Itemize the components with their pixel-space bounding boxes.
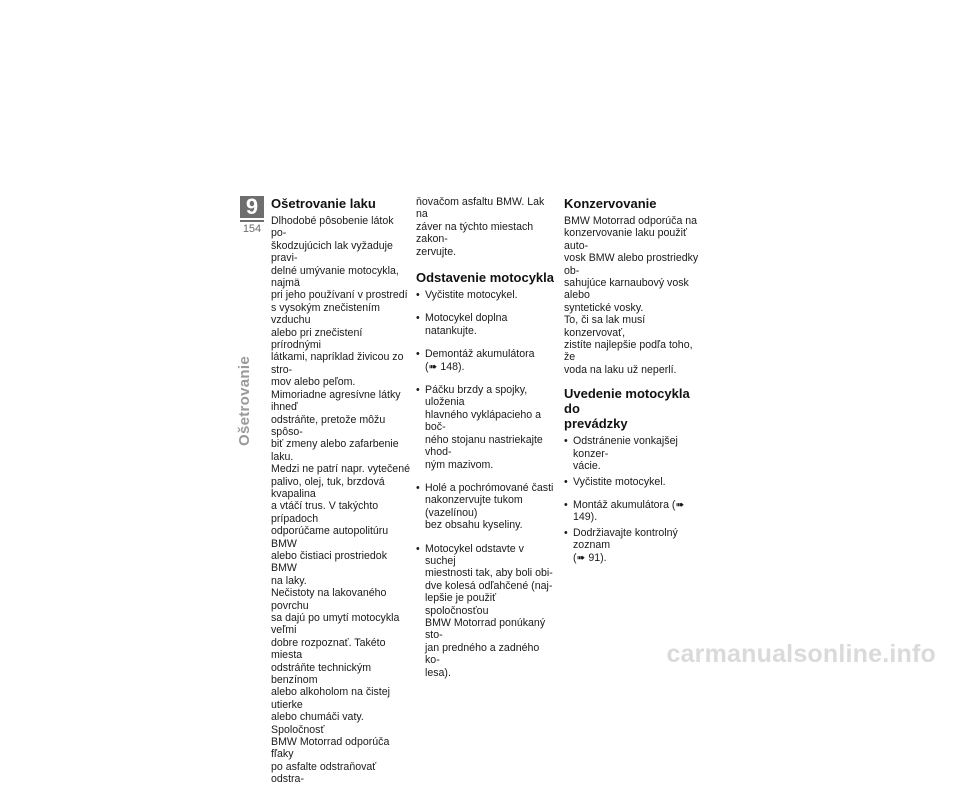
- text-line: Motocykel doplna natankujte.: [425, 312, 508, 337]
- heading-recommissioning: [564, 386, 704, 431]
- text-line: Dlhodobé pôsobenie látok po-: [271, 215, 394, 240]
- text-line: BMW Motorrad odporúča na: [564, 215, 698, 227]
- text-line: voda na laku už neperlí.: [564, 363, 677, 376]
- text-line: Vyčistite motocykel.: [425, 289, 518, 302]
- text-line: záver na týchto miestach zakon-: [416, 220, 534, 246]
- text-line: Vyčistite motocykel.: [573, 475, 666, 488]
- text-line: jan predného a zadného ko-: [425, 641, 540, 667]
- text-line: lesa).: [425, 666, 451, 679]
- column-3: [564, 196, 704, 567]
- preservation-text: [564, 215, 704, 376]
- text-line: miestnosti tak, aby boli obi-: [425, 567, 553, 580]
- text-line: Mimoriadne agresívne látky ihneď: [271, 388, 401, 414]
- list-item: [564, 527, 704, 564]
- text-line: (➠ 148).: [425, 360, 465, 373]
- list-item: [564, 499, 704, 524]
- text-line: Montáž akumulátora (➠ 149).: [573, 498, 685, 524]
- paint-care-text: [271, 215, 411, 786]
- text-line: Medzi ne patrí napr. vytečené: [271, 463, 410, 476]
- paint-care-continued-text: [416, 196, 554, 258]
- heading-preservation: Konzervovanie: [564, 196, 657, 211]
- text-line: ňovačom asfaltu BMW. Lak na: [416, 196, 545, 221]
- text-line: Odstránenie vonkajšej konzer-: [573, 435, 678, 460]
- text-line: vácie.: [573, 460, 601, 473]
- text-line: alebo chumáči vaty. Spoločnosť: [271, 711, 364, 736]
- heading-storage: Odstavenie motocykla: [416, 270, 554, 286]
- text-line: biť zmeny alebo zafarbenie laku.: [271, 438, 399, 463]
- list-item: [564, 476, 704, 488]
- text-line: BMW Motorrad odporúča fľaky: [271, 736, 390, 761]
- text-line: alebo alkoholom na čistej utierke: [271, 686, 390, 711]
- text-line: (➠ 91).: [573, 551, 607, 564]
- text-line: nakonzervujte tukom (vazelínou): [425, 494, 523, 519]
- text-line: odstráňte, pretože môžu spôso-: [271, 413, 386, 438]
- text-line: látkami, napríklad živicou zo stro-: [271, 351, 404, 376]
- page-number: 154: [242, 223, 262, 235]
- text-line: syntetické vosky.: [564, 301, 644, 314]
- text-line: bez obsahu kyseliny.: [425, 519, 523, 532]
- text-line: zervujte.: [416, 245, 457, 258]
- text-line: konzervovanie laku použiť auto-: [564, 227, 687, 252]
- text-line: sahujúce karnaubový vosk alebo: [564, 277, 689, 302]
- storage-steps-list: [416, 289, 554, 679]
- heading-recommissioning-line1: Uvedenie motocykla do: [564, 386, 690, 417]
- text-line: Dodržiavajte kontrolný zoznam: [573, 526, 678, 552]
- side-section-title: [236, 356, 266, 447]
- side-section-title-text: Ošetrovanie: [236, 356, 253, 447]
- text-line: po asfalte odstraňovať odstra-: [271, 760, 377, 786]
- list-item: [416, 384, 554, 471]
- text-line: dobre rozpoznať. Takéto miesta: [271, 636, 386, 662]
- list-item: [416, 348, 554, 373]
- text-line: delné umývanie motocykla, najmä: [271, 264, 399, 290]
- text-line: Demontáž akumulátora: [425, 348, 535, 361]
- column-1: [271, 196, 411, 786]
- text-line: To, či sa lak musí konzervovať,: [564, 314, 646, 339]
- chapter-number: 9: [240, 196, 264, 218]
- text-line: škodzujúcich lak vyžaduje pravi-: [271, 239, 393, 265]
- list-item: [416, 289, 554, 301]
- text-line: a vtáčí trus. V takýchto prípadoch: [271, 500, 379, 525]
- list-item: [564, 435, 704, 472]
- text-line: zistíte najlepšie podľa toho, že: [564, 339, 693, 364]
- chapter-divider: [240, 220, 264, 222]
- text-line: na laky.: [271, 574, 307, 587]
- text-line: BMW Motorrad ponúkaný sto-: [425, 616, 546, 642]
- heading-recommissioning-line2: prevádzky: [564, 416, 628, 432]
- text-line: palivo, olej, tuk, brzdová kvapalina: [271, 475, 385, 500]
- recommissioning-steps-list: [564, 435, 704, 564]
- list-item: [416, 312, 554, 337]
- text-line: mov alebo peľom.: [271, 376, 356, 389]
- column-2: [416, 196, 554, 690]
- text-line: pri jeho používaní v prostredí: [271, 289, 408, 302]
- list-item: [416, 482, 554, 532]
- text-line: alebo čistiaci prostriedok BMW: [271, 549, 387, 575]
- heading-paint-care: Ošetrovanie laku: [271, 196, 376, 211]
- text-line: Páčku brzdy a spojky, uloženia: [425, 384, 528, 409]
- watermark: carmanualsonline.info: [666, 640, 936, 668]
- text-line: hlavného vyklápacieho a boč-: [425, 408, 542, 434]
- text-line: vosk BMW alebo prostriedky ob-: [564, 252, 699, 277]
- list-item: [416, 543, 554, 679]
- text-line: Motocykel odstavte v suchej: [425, 542, 524, 567]
- text-line: lepšie je použiť spoločnosťou: [425, 592, 497, 617]
- text-line: dve kolesá odľahčené (naj-: [425, 579, 553, 592]
- text-line: odstráňte technickým benzínom: [271, 661, 372, 687]
- text-line: alebo pri znečistení prírodnými: [271, 326, 363, 352]
- text-line: odporúčame autopolitúru BMW: [271, 525, 389, 550]
- text-line: ným mazivom.: [425, 458, 494, 471]
- text-line: Holé a pochrómované časti: [425, 481, 554, 494]
- text-line: s vysokým znečistením vzduchu: [271, 301, 380, 327]
- text-line: sa dajú po umytí motocykla veľmi: [271, 612, 400, 637]
- text-line: ného stojanu nastriekajte vhod-: [425, 433, 543, 459]
- text-line: Nečistoty na lakovaného povrchu: [271, 587, 387, 612]
